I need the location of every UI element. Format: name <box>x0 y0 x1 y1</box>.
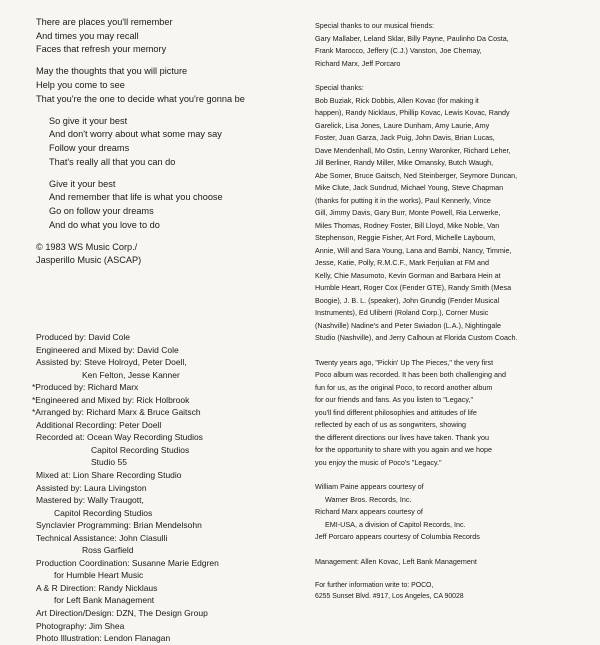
credit-line: Engineered and Mixed by: David Cole <box>36 344 179 355</box>
credit-line: *Engineered and Mixed by: Rick Holbrook <box>32 394 190 405</box>
lyric-verse <box>36 115 298 169</box>
copyright-notice <box>36 241 298 268</box>
credit-line: Recorded at: Ocean Way Recording Studios <box>36 432 203 443</box>
credit-line: Ross Garfield <box>82 545 134 556</box>
story-line: you'll find different philosophies and attitudes of life <box>315 407 477 417</box>
credit-line: Studio 55 <box>91 457 127 468</box>
lyric-line: And remember that life is what you choose <box>49 192 223 203</box>
lyric-line: That you're the one to decide what you're gonna be <box>36 93 245 104</box>
thanks-line: Gill, Jimmy Davis, Gary Burr, Monte Powell, Ria Lerwerke, <box>315 208 501 217</box>
info-line: For further information write to: POCO, <box>315 582 434 589</box>
thanks-line: Stephenson, Reggie Fisher, Art Ford, Michelle Laybourn, <box>315 233 496 242</box>
thanks-line: Gary Mallaber, Leland Sklar, Billy Payne, Paulinho Da Costa, <box>315 33 509 43</box>
musical-friends-thanks <box>315 20 595 70</box>
credit-line: for Humble Heart Music <box>54 570 144 581</box>
credit-line: Ken Felton, Jesse Kanner <box>82 369 180 380</box>
poco-story <box>315 357 595 470</box>
credit-line: Photography: Jim Shea <box>36 620 125 631</box>
thanks-line: Abe Somer, Bruce Gaitsch, Ned Steinberger, Seymore Duncan, <box>315 170 518 180</box>
lyric-line: So give it your best <box>49 115 128 126</box>
courtesy-line: Warner Bros. Records, Inc. <box>325 494 412 504</box>
credit-line: *Produced by: Richard Marx <box>32 382 139 393</box>
thanks-line: Special thanks: <box>315 83 364 92</box>
story-line: Twenty years ago, "Pickin' Up The Pieces," the very first <box>315 357 494 367</box>
thanks-line: (Nashville) Nadine's and Peter Swiadon (L.A.), Nightingale <box>315 320 501 330</box>
thanks-line: Bob Buziak, Rick Dobbis, Allen Kovac (for making it <box>315 95 479 105</box>
lyric-line: May the thoughts that you will picture <box>36 66 188 77</box>
credit-line: Capitol Recording Studios <box>91 444 190 455</box>
credit-line: Mastered by: Wally Traugott, <box>36 495 144 506</box>
credits-list <box>32 331 298 645</box>
credit-line: Additional Recording: Peter Doell <box>36 419 162 430</box>
thanks-line: Instruments), Ed Uliberri (Roland Corp.), Corner Music <box>315 308 489 317</box>
credit-line: *Arranged by: Richard Marx & Bruce Gaitsch <box>32 407 201 418</box>
courtesy-notes <box>315 481 595 544</box>
lyric-line: Faces that refresh your memory <box>36 44 167 55</box>
thanks-line: Annie, Will and Sara Young, Lana and Bambi, Nancy, Timmie, <box>315 245 512 255</box>
lyric-verse <box>36 178 298 232</box>
thanks-line: Boogie), J. B. L. (speaker), John Grundig (Fender Musical <box>315 295 500 305</box>
credit-line: Production Coordination: Susanne Marie Edgren <box>36 557 219 568</box>
credit-line: A & R Direction: Randy Nicklaus <box>36 582 158 593</box>
copyright-line: © 1983 WS Music Corp./ <box>36 241 138 252</box>
credit-line: Assisted by: Steve Holroyd, Peter Doell, <box>36 357 187 368</box>
lyric-line: And times you may recall <box>36 30 139 41</box>
credit-line: Capitol Recording Studios <box>54 507 153 518</box>
thanks-line: Garelick, Lisa Jones, Laure Dunham, Amy Laurie, Amy <box>315 120 490 130</box>
lyric-line: Follow your dreams <box>49 142 130 153</box>
lyric-line: Give it your best <box>49 178 116 189</box>
thanks-line: Dave Mendenhall, Mo Ostin, Lenny Waronker, Richard Leher, <box>315 145 511 155</box>
lyric-line: Help you come to see <box>36 79 125 90</box>
thanks-line: (thanks for putting it in the works), Paul Kennerly, Vince <box>315 195 491 205</box>
left-column <box>32 0 298 644</box>
thanks-line: Foster, Juan Garza, Jack Puig, John Davis, Brian Lucas, <box>315 133 495 142</box>
thanks-line: Richard Marx, Jeff Porcaro <box>315 58 401 68</box>
credit-line: Synclavier Programming: Brian Mendelsohn <box>36 520 202 531</box>
lyric-verse <box>36 16 298 57</box>
thanks-line: Frank Marocco, Jeffery (C.J.) Vanston, Joe Chemay, <box>315 46 482 55</box>
story-line: for the opportunity to share with you again and we hope <box>315 445 493 454</box>
story-line: for our friends and fans. As you listen to "Legacy," <box>315 395 473 404</box>
credit-line: Photo Illustration: Lendon Flanagan <box>36 633 171 644</box>
credit-line: Produced by: David Cole <box>36 332 131 342</box>
copyright-line: Jasperillo Music (ASCAP) <box>36 255 142 266</box>
credit-line: Assisted by: Laura Livingston <box>36 482 147 493</box>
thanks-line: Jesse, Katie, Polly, R.M.C.F., Mark Ferjulian at FM and <box>315 258 490 267</box>
courtesy-line: Richard Marx appears courtesy of <box>315 507 423 516</box>
lyric-line: Go on follow your dreams <box>49 205 154 216</box>
courtesy-line: Jeff Porcaro appears courtesy of Columbia Records <box>315 532 480 541</box>
credit-line: Technical Assistance: John Ciasulli <box>36 532 168 543</box>
thanks-line: Miles Thomas, Rodney Foster, Bill Lloyd, Mike Noble, Van <box>315 220 500 230</box>
contact-info <box>315 580 595 603</box>
lyric-line: There are places you'll remember <box>36 17 173 27</box>
story-line: you enjoy the music of Poco's "Legacy." <box>315 457 442 467</box>
story-line: the different directions our lives have taken. Thank you <box>315 432 489 442</box>
thanks-line: Kelly, Chie Masumoto, Kevin Gorman and Barbara Hein at <box>315 270 501 280</box>
management-note <box>315 556 595 569</box>
special-thanks <box>315 82 595 345</box>
info-line: 6255 Sunset Blvd. #917, Los Angeles, CA 90028 <box>315 593 464 601</box>
courtesy-line: EMI-USA, a division of Capitol Records, Inc. <box>325 519 466 529</box>
lyric-line: And don't worry about what some may say <box>49 129 222 140</box>
credit-line: for Left Bank Management <box>54 595 155 606</box>
lyrics <box>36 16 298 268</box>
thanks-line: Humble Heart, Roger Cox (Fender GTE), Randy Smith (Mesa <box>315 283 512 292</box>
lyric-line: And do what you love to do <box>49 219 160 230</box>
management-line: Management: Allen Kovac, Left Bank Management <box>315 556 477 566</box>
thanks-line: Studio (Nashville), and Jerry Calhoun at Florida Custom Coach. <box>315 333 518 342</box>
thanks-line: Special thanks to our musical friends: <box>315 21 435 30</box>
credit-line: Art Direction/Design: DZN, The Design Group <box>36 608 208 619</box>
thanks-line: Jill Berliner, Randy Miller, Mike Omansky, Butch Waugh, <box>315 158 494 167</box>
lyric-verse <box>36 65 298 106</box>
story-line: Poco album was recorded. It has been both challenging and <box>315 370 506 379</box>
credit-line: Mixed at: Lion Share Recording Studio <box>36 470 182 481</box>
story-line: reflected by each of us as songwriters, showing <box>315 420 467 429</box>
courtesy-line: William Paine appears courtesy of <box>315 482 424 491</box>
story-line: fun for us, as the original Poco, to record another album <box>315 382 493 392</box>
right-column <box>315 20 595 603</box>
thanks-line: happen), Randy Nicklaus, Phillip Kovac, Lewis Kovac, Randy <box>315 108 510 117</box>
lyric-line: That's really all that you can do <box>49 156 176 167</box>
thanks-line: Mike Clute, Jack Sundrud, Michael Young, Steve Chapman <box>315 183 504 192</box>
